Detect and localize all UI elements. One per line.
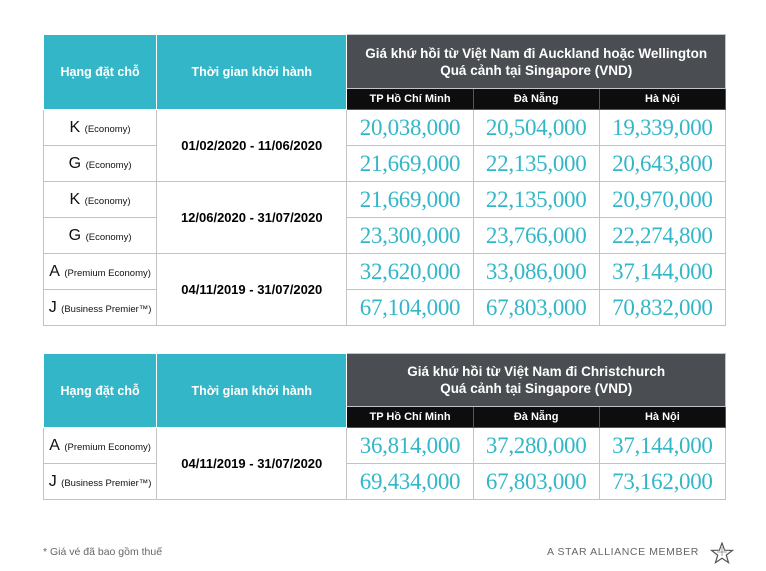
table-row bbox=[44, 428, 726, 464]
city-danang: Đà Nẵng bbox=[473, 407, 599, 428]
class-name: (Premium Economy) bbox=[64, 267, 151, 279]
route-title-line2: Quá cảnh tại Singapore (VND) bbox=[440, 381, 633, 396]
table-row bbox=[44, 464, 726, 500]
booking-class bbox=[44, 290, 157, 326]
departure-period: 04/11/2019 - 31/07/2020 bbox=[157, 428, 347, 500]
price-hcm: 21,669,000 bbox=[347, 146, 473, 182]
class-letter: G bbox=[68, 226, 82, 244]
price-hanoi: 37,144,000 bbox=[599, 428, 725, 464]
price-danang: 33,086,000 bbox=[473, 254, 599, 290]
price-danang: 22,135,000 bbox=[473, 182, 599, 218]
price-hcm: 21,669,000 bbox=[347, 182, 473, 218]
class-name: (Economy) bbox=[85, 159, 132, 171]
booking-class bbox=[44, 254, 157, 290]
class-letter: K bbox=[69, 118, 81, 136]
class-letter: A bbox=[49, 436, 60, 454]
price-hanoi: 73,162,000 bbox=[599, 464, 725, 500]
booking-class bbox=[44, 110, 157, 146]
city-hanoi: Hà Nội bbox=[599, 89, 725, 110]
table-row bbox=[44, 182, 726, 218]
booking-class bbox=[44, 428, 157, 464]
price-hanoi: 70,832,000 bbox=[599, 290, 725, 326]
route-title bbox=[347, 35, 726, 89]
price-danang: 23,766,000 bbox=[473, 218, 599, 254]
city-hcm: TP Hồ Chí Minh bbox=[347, 407, 473, 428]
tax-note: * Giá vé đã bao gồm thuế bbox=[43, 546, 163, 558]
price-hcm: 20,038,000 bbox=[347, 110, 473, 146]
city-hanoi: Hà Nội bbox=[599, 407, 725, 428]
class-name: (Economy) bbox=[84, 195, 131, 207]
booking-class bbox=[44, 464, 157, 500]
booking-class bbox=[44, 182, 157, 218]
star-alliance-icon bbox=[710, 542, 734, 564]
class-letter: K bbox=[69, 190, 81, 208]
table-row bbox=[44, 218, 726, 254]
table-row bbox=[44, 146, 726, 182]
departure-period: 12/06/2020 - 31/07/2020 bbox=[157, 182, 347, 254]
price-danang: 67,803,000 bbox=[473, 290, 599, 326]
price-hanoi: 20,643,800 bbox=[599, 146, 725, 182]
table-row bbox=[44, 290, 726, 326]
route-title-line1: Giá khứ hồi từ Việt Nam đi Christchurch bbox=[407, 364, 666, 379]
header-departure-time: Thời gian khởi hành bbox=[157, 35, 347, 110]
header-booking-class: Hạng đặt chỗ bbox=[44, 354, 157, 428]
header-departure-time: Thời gian khởi hành bbox=[157, 354, 347, 428]
class-letter: J bbox=[48, 472, 57, 490]
table-row bbox=[44, 110, 726, 146]
class-name: (Business Premier™) bbox=[61, 477, 152, 489]
price-danang: 20,504,000 bbox=[473, 110, 599, 146]
fare-table-auckland-wellington bbox=[43, 34, 726, 326]
route-title-line2: Quá cảnh tại Singapore (VND) bbox=[440, 62, 633, 78]
price-hcm: 32,620,000 bbox=[347, 254, 473, 290]
class-letter: A bbox=[49, 262, 60, 280]
class-letter: J bbox=[48, 298, 57, 316]
price-danang: 67,803,000 bbox=[473, 464, 599, 500]
departure-period: 04/11/2019 - 31/07/2020 bbox=[157, 254, 347, 326]
class-name: (Premium Economy) bbox=[64, 441, 151, 453]
class-name: (Business Premier™) bbox=[61, 303, 152, 315]
price-hcm: 23,300,000 bbox=[347, 218, 473, 254]
price-danang: 37,280,000 bbox=[473, 428, 599, 464]
class-name: (Economy) bbox=[85, 231, 132, 243]
price-hcm: 69,434,000 bbox=[347, 464, 473, 500]
route-title bbox=[347, 354, 726, 407]
price-hanoi: 19,339,000 bbox=[599, 110, 725, 146]
table-row bbox=[44, 254, 726, 290]
booking-class bbox=[44, 146, 157, 182]
class-name: (Economy) bbox=[84, 123, 131, 135]
city-danang: Đà Nẵng bbox=[473, 89, 599, 110]
price-hanoi: 37,144,000 bbox=[599, 254, 725, 290]
price-hanoi: 20,970,000 bbox=[599, 182, 725, 218]
fare-table-christchurch bbox=[43, 353, 726, 500]
city-hcm: TP Hồ Chí Minh bbox=[347, 89, 473, 110]
price-hcm: 67,104,000 bbox=[347, 290, 473, 326]
route-title-line1: Giá khứ hồi từ Việt Nam đi Auckland hoặc Wellington bbox=[365, 45, 708, 61]
header-booking-class: Hạng đặt chỗ bbox=[44, 35, 157, 110]
departure-period: 01/02/2020 - 11/06/2020 bbox=[157, 110, 347, 182]
price-danang: 22,135,000 bbox=[473, 146, 599, 182]
price-hanoi: 22,274,800 bbox=[599, 218, 725, 254]
star-alliance-label: A STAR ALLIANCE MEMBER bbox=[547, 546, 699, 558]
price-hcm: 36,814,000 bbox=[347, 428, 473, 464]
booking-class bbox=[44, 218, 157, 254]
class-letter: G bbox=[68, 154, 82, 172]
